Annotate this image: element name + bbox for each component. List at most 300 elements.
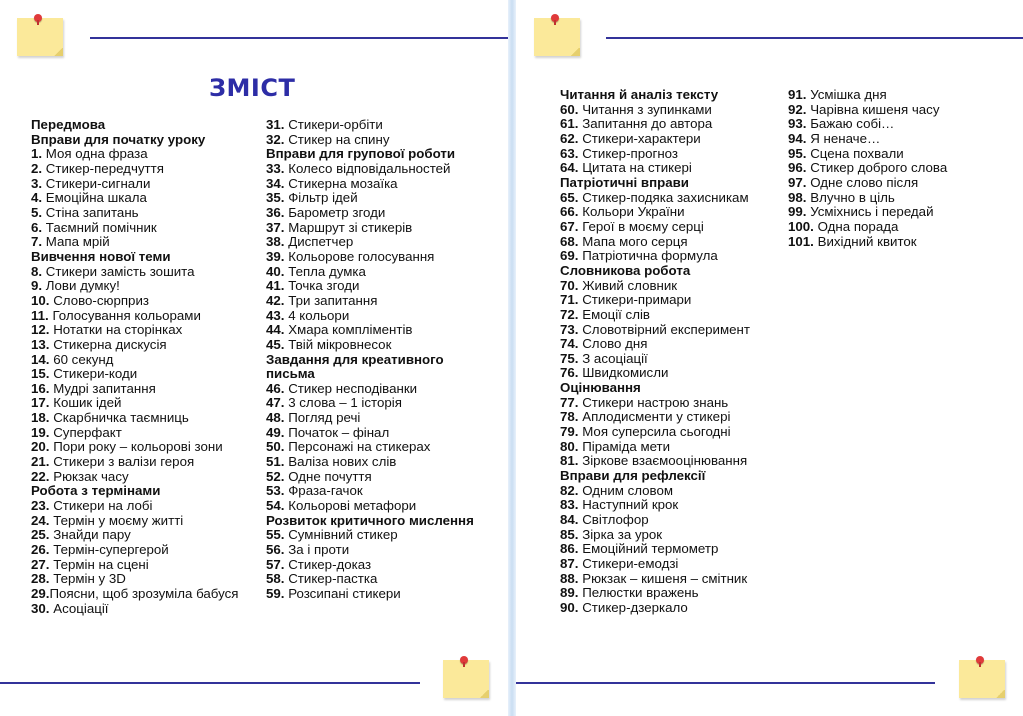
entry-number: 36. bbox=[266, 204, 285, 220]
entry-number: 48. bbox=[266, 410, 285, 426]
section-heading: Оцінювання bbox=[560, 380, 641, 396]
entry-number: 26. bbox=[31, 542, 50, 558]
entry-title: Мапа мрій bbox=[42, 234, 110, 250]
section-heading: Словникова робота bbox=[560, 262, 691, 278]
entry-title: З асоціації bbox=[578, 350, 648, 366]
entry-title: Стикери-емодзі bbox=[578, 556, 679, 571]
toc-column-4 bbox=[788, 88, 947, 249]
toc-entry bbox=[560, 323, 750, 338]
entry-number: 66. bbox=[560, 204, 579, 220]
entry-number: 90. bbox=[560, 599, 579, 615]
entry-number: 2. bbox=[31, 160, 43, 176]
entry-number: 28. bbox=[31, 571, 50, 587]
entry-title: Тепла думка bbox=[284, 263, 366, 279]
entry-number: 42. bbox=[266, 292, 285, 308]
toc-entry bbox=[788, 147, 947, 162]
toc-entry bbox=[266, 484, 474, 499]
entry-title: Таємний помічник bbox=[42, 219, 157, 235]
entry-title: Слово дня bbox=[578, 336, 648, 352]
entry-title: Пори року – кольорові зони bbox=[49, 439, 223, 455]
entry-number: 93. bbox=[788, 116, 807, 132]
entry-title: Поясни, щоб зрозуміла бабуся bbox=[49, 586, 239, 601]
entry-number: 63. bbox=[560, 145, 579, 161]
toc-entry bbox=[31, 309, 238, 324]
entry-title: Стикерна мозаїка bbox=[284, 175, 398, 191]
entry-number: 11. bbox=[31, 307, 49, 323]
entry-title: Кошик ідей bbox=[49, 395, 122, 411]
toc-entry bbox=[266, 118, 474, 133]
entry-number: 6. bbox=[31, 219, 43, 235]
entry-title: Термін-супергерой bbox=[49, 542, 169, 558]
toc-entry bbox=[560, 528, 750, 543]
toc-entry bbox=[560, 586, 750, 601]
toc-entry bbox=[266, 572, 474, 587]
entry-number: 101. bbox=[788, 233, 814, 249]
toc-entry bbox=[31, 587, 238, 602]
toc-entry bbox=[560, 366, 750, 381]
entry-title: Знайди пару bbox=[49, 527, 131, 543]
toc-entry bbox=[560, 337, 750, 352]
toc-entry bbox=[560, 601, 750, 616]
toc-entry bbox=[31, 411, 238, 426]
entry-number: 1. bbox=[31, 146, 43, 162]
toc-column-2 bbox=[266, 118, 474, 602]
entry-number: 96. bbox=[788, 160, 807, 176]
entry-title: Стикер-прогноз bbox=[578, 145, 679, 161]
toc-entry bbox=[788, 103, 947, 118]
entry-title: Колесо відповідальностей bbox=[284, 160, 451, 176]
toc-entry bbox=[266, 455, 474, 470]
entry-number: 64. bbox=[560, 160, 579, 176]
entry-number: 31. bbox=[266, 117, 285, 132]
entry-number: 99. bbox=[788, 204, 807, 220]
sticky-note-icon bbox=[534, 14, 580, 54]
entry-number: 55. bbox=[266, 527, 285, 543]
sticky-note-icon bbox=[17, 14, 63, 54]
entry-title: Фраза-гачок bbox=[284, 483, 363, 499]
entry-number: 98. bbox=[788, 189, 807, 205]
entry-title: Емоційна шкала bbox=[42, 190, 147, 206]
toc-entry bbox=[560, 513, 750, 528]
header-rule-right bbox=[606, 37, 1023, 39]
entry-title: Стикер-доказ bbox=[284, 556, 372, 572]
entry-number: 75. bbox=[560, 350, 579, 366]
entry-number: 4. bbox=[31, 190, 43, 206]
toc-column-3 bbox=[560, 88, 750, 616]
entry-title: Термін на сцені bbox=[49, 556, 149, 572]
entry-title: Початок – фінал bbox=[284, 424, 390, 440]
entry-number: 94. bbox=[788, 130, 807, 146]
entry-title: 3 слова – 1 історія bbox=[284, 395, 402, 411]
entry-number: 86. bbox=[560, 541, 579, 557]
entry-number: 89. bbox=[560, 585, 579, 601]
section-heading: Патріотичні вправи bbox=[560, 174, 689, 190]
entry-title: Герої в моєму серці bbox=[578, 218, 704, 234]
entry-title: Влучно в ціль bbox=[806, 189, 895, 205]
toc-entry bbox=[31, 353, 238, 368]
entry-title: Зірка за урок bbox=[578, 526, 663, 542]
toc-entry bbox=[560, 440, 750, 455]
entry-number: 76. bbox=[560, 365, 579, 381]
toc-entry bbox=[266, 279, 474, 294]
toc-column-1 bbox=[31, 118, 238, 616]
entry-title: Емоції слів bbox=[578, 306, 650, 322]
footer-rule-right bbox=[516, 682, 935, 684]
entry-title: Зіркове взаємооцінювання bbox=[578, 453, 748, 469]
pushpin-icon bbox=[976, 656, 984, 664]
entry-number: 80. bbox=[560, 438, 579, 454]
toc-entry bbox=[560, 279, 750, 294]
entry-title: Фільтр ідей bbox=[284, 190, 358, 206]
entry-number: 71. bbox=[560, 292, 579, 308]
entry-title: Лови думку! bbox=[42, 278, 120, 294]
entry-number: 46. bbox=[266, 380, 285, 396]
entry-title: Диспетчер bbox=[284, 234, 354, 250]
toc-entry bbox=[560, 542, 750, 557]
toc-entry bbox=[31, 162, 238, 177]
entry-title: Стикери-орбіти bbox=[284, 117, 383, 132]
toc-entry bbox=[560, 249, 750, 264]
entry-title: Кольорові метафори bbox=[284, 498, 417, 514]
entry-title: Стикери настрою знань bbox=[578, 394, 729, 410]
entry-title: Стикери-коди bbox=[49, 366, 138, 382]
entry-title: Кольори України bbox=[578, 204, 685, 220]
toc-entry bbox=[266, 382, 474, 397]
toc-entry bbox=[266, 470, 474, 485]
toc-entry bbox=[560, 220, 750, 235]
entry-title: Слово-сюрприз bbox=[49, 292, 149, 308]
toc-entry bbox=[266, 411, 474, 426]
toc-entry bbox=[560, 191, 750, 206]
toc-entry bbox=[788, 191, 947, 206]
entry-title: Я неначе… bbox=[806, 130, 881, 146]
entry-title: Патріотична формула bbox=[578, 248, 718, 264]
toc-entry bbox=[31, 235, 238, 250]
entry-title: 60 секунд bbox=[49, 351, 114, 367]
toc-entry bbox=[560, 352, 750, 367]
section-heading: Робота з термінами bbox=[31, 483, 161, 499]
toc-entry bbox=[560, 235, 750, 250]
section-heading: Передмова bbox=[31, 117, 106, 132]
entry-title: Мудрі запитання bbox=[49, 380, 156, 396]
entry-title: Стикер на спину bbox=[284, 131, 390, 147]
entry-title: Одне почуття bbox=[284, 468, 372, 484]
entry-title: Сумнівний стикер bbox=[284, 527, 398, 543]
entry-title: Голосування кольорами bbox=[48, 307, 201, 323]
page-gutter bbox=[508, 0, 516, 716]
toc-entry bbox=[788, 205, 947, 220]
toc-entry bbox=[788, 132, 947, 147]
entry-number: 47. bbox=[266, 395, 285, 411]
entry-number: 13. bbox=[31, 336, 50, 352]
entry-number: 91. bbox=[788, 87, 807, 102]
entry-title: Асоціації bbox=[49, 600, 109, 616]
entry-number: 23. bbox=[31, 498, 50, 514]
toc-entry bbox=[31, 382, 238, 397]
entry-title: Усміхнись і передай bbox=[806, 204, 934, 220]
entry-number: 8. bbox=[31, 263, 43, 279]
entry-title: Аплодисменти у стикері bbox=[578, 409, 731, 425]
entry-title: Стикери замість зошита bbox=[42, 263, 195, 279]
toc-entry bbox=[31, 543, 238, 558]
toc-entry bbox=[788, 117, 947, 132]
entry-number: 72. bbox=[560, 306, 579, 322]
toc-entry bbox=[31, 367, 238, 382]
toc-entry bbox=[266, 294, 474, 309]
toc-entry bbox=[31, 265, 238, 280]
toc-entry bbox=[31, 528, 238, 543]
toc-entry bbox=[266, 499, 474, 514]
entry-title: Моя суперсила сьогодні bbox=[578, 424, 731, 440]
entry-title: Одна порада bbox=[813, 218, 899, 234]
entry-number: 65. bbox=[560, 189, 579, 205]
entry-number: 39. bbox=[266, 248, 285, 264]
pushpin-icon bbox=[551, 14, 559, 22]
toc-entry bbox=[266, 543, 474, 558]
toc-entry bbox=[560, 454, 750, 469]
entry-number: 100. bbox=[788, 218, 814, 234]
toc-entry bbox=[31, 558, 238, 573]
entry-number: 7. bbox=[31, 234, 43, 250]
toc-entry bbox=[560, 205, 750, 220]
entry-title: Три запитання bbox=[284, 292, 378, 308]
toc-entry bbox=[266, 426, 474, 441]
section-heading: Читання й аналіз тексту bbox=[560, 87, 719, 102]
toc-entry bbox=[266, 191, 474, 206]
sticky-note-icon bbox=[443, 656, 489, 696]
entry-number: 24. bbox=[31, 512, 50, 528]
entry-title: Скарбничка таємниць bbox=[49, 410, 189, 426]
toc-entry bbox=[266, 250, 474, 265]
entry-title: Запитання до автора bbox=[578, 116, 713, 132]
toc-entry bbox=[788, 220, 947, 235]
entry-title: Хмара компліментів bbox=[284, 322, 413, 338]
entry-number: 81. bbox=[560, 453, 579, 469]
toc-entry bbox=[266, 265, 474, 280]
toc-entry bbox=[266, 323, 474, 338]
entry-number: 12. bbox=[31, 322, 50, 338]
toc-entry bbox=[31, 499, 238, 514]
toc-entry bbox=[560, 484, 750, 499]
entry-number: 3. bbox=[31, 175, 43, 191]
toc-entry bbox=[560, 498, 750, 513]
entry-number: 49. bbox=[266, 424, 285, 440]
toc-entry bbox=[31, 572, 238, 587]
toc-entry bbox=[788, 235, 947, 250]
entry-number: 68. bbox=[560, 233, 579, 249]
entry-title: Нотатки на сторінках bbox=[49, 322, 183, 338]
toc-entry bbox=[31, 440, 238, 455]
toc-entry bbox=[31, 294, 238, 309]
entry-number: 16. bbox=[31, 380, 50, 396]
entry-number: 53. bbox=[266, 483, 285, 499]
pushpin-icon bbox=[34, 14, 42, 22]
entry-title: Усмішка дня bbox=[806, 87, 887, 102]
toc-entry bbox=[266, 309, 474, 324]
page-title: ЗМІСТ bbox=[209, 74, 296, 102]
toc-entry bbox=[560, 293, 750, 308]
entry-title: Стикер-подяка захисникам bbox=[578, 189, 749, 205]
section-heading: Завдання для креативного bbox=[266, 351, 444, 367]
entry-number: 44. bbox=[266, 322, 285, 338]
toc-entry bbox=[31, 147, 238, 162]
entry-number: 61. bbox=[560, 116, 579, 132]
entry-title: Маршрут зі стикерів bbox=[284, 219, 413, 235]
entry-number: 92. bbox=[788, 101, 807, 117]
entry-title: Твій мікровнесок bbox=[284, 336, 392, 352]
entry-title: Одним словом bbox=[578, 482, 674, 498]
entry-title: Моя одна фраза bbox=[42, 146, 148, 162]
toc-entry bbox=[266, 440, 474, 455]
toc-entry bbox=[31, 191, 238, 206]
sticky-note-icon bbox=[959, 656, 1005, 696]
entry-title: Валіза нових слів bbox=[284, 454, 397, 470]
entry-title: Бажаю собі… bbox=[806, 116, 895, 132]
toc-entry bbox=[788, 161, 947, 176]
toc-entry bbox=[266, 558, 474, 573]
entry-title: 4 кольори bbox=[284, 307, 350, 323]
toc-entry bbox=[266, 221, 474, 236]
entry-number: 85. bbox=[560, 526, 579, 542]
toc-entry bbox=[31, 396, 238, 411]
entry-title: Стикери з валізи героя bbox=[49, 454, 195, 470]
toc-entry bbox=[31, 602, 238, 617]
toc-entry bbox=[266, 338, 474, 353]
entry-number: 40. bbox=[266, 263, 285, 279]
toc-entry bbox=[266, 528, 474, 543]
toc-entry bbox=[560, 161, 750, 176]
entry-number: 18. bbox=[31, 410, 50, 426]
entry-title: Рюкзак часу bbox=[49, 468, 129, 484]
entry-title: Суперфакт bbox=[49, 424, 122, 440]
entry-number: 56. bbox=[266, 542, 285, 558]
entry-number: 84. bbox=[560, 512, 579, 528]
entry-number: 60. bbox=[560, 101, 579, 117]
footer-rule-left bbox=[0, 682, 420, 684]
entry-number: 82. bbox=[560, 482, 579, 498]
toc-entry bbox=[560, 147, 750, 162]
entry-title: Точка згоди bbox=[284, 278, 360, 294]
section-heading: Вивчення нової теми bbox=[31, 248, 171, 264]
toc-entry bbox=[31, 206, 238, 221]
entry-number: 57. bbox=[266, 556, 285, 572]
entry-title: Погляд речі bbox=[284, 410, 361, 426]
toc-entry bbox=[560, 557, 750, 572]
entry-number: 20. bbox=[31, 439, 50, 455]
toc-entry bbox=[31, 426, 238, 441]
toc-entry bbox=[31, 514, 238, 529]
section-heading: Розвиток критичного мислення bbox=[266, 512, 474, 528]
toc-entry bbox=[560, 132, 750, 147]
entry-number: 30. bbox=[31, 600, 50, 616]
entry-number: 59. bbox=[266, 586, 285, 601]
entry-number: 10. bbox=[31, 292, 50, 308]
section-heading: Вправи для групової роботи bbox=[266, 146, 456, 162]
entry-number: 87. bbox=[560, 556, 579, 571]
entry-number: 77. bbox=[560, 394, 579, 410]
entry-number: 73. bbox=[560, 321, 579, 337]
toc-entry bbox=[266, 133, 474, 148]
toc-entry bbox=[266, 235, 474, 250]
entry-number: 15. bbox=[31, 366, 50, 382]
entry-number: 29. bbox=[31, 586, 50, 601]
entry-title: Стикери-характери bbox=[578, 130, 701, 146]
entry-number: 83. bbox=[560, 497, 579, 513]
pushpin-icon bbox=[460, 656, 468, 664]
entry-title: Стикерна дискусія bbox=[49, 336, 167, 352]
entry-title: Чарівна кишеня часу bbox=[806, 101, 940, 117]
entry-number: 67. bbox=[560, 218, 579, 234]
entry-number: 97. bbox=[788, 174, 807, 190]
entry-number: 79. bbox=[560, 424, 579, 440]
entry-number: 78. bbox=[560, 409, 579, 425]
toc-entry bbox=[266, 206, 474, 221]
entry-number: 50. bbox=[266, 439, 285, 455]
entry-number: 70. bbox=[560, 277, 579, 293]
entry-title: Пелюстки вражень bbox=[578, 585, 699, 601]
toc-entry bbox=[31, 470, 238, 485]
entry-title: Термін у 3D bbox=[49, 571, 126, 587]
toc-entry bbox=[31, 338, 238, 353]
entry-title: Одне слово після bbox=[806, 174, 919, 190]
toc-entry bbox=[266, 162, 474, 177]
entry-title: Термін у моєму житті bbox=[49, 512, 184, 528]
entry-title: Вихідний квиток bbox=[813, 233, 917, 249]
entry-title: Цитата на стикері bbox=[578, 160, 692, 176]
entry-title: Кольорове голосування bbox=[284, 248, 435, 264]
entry-title: Стикер-передчуття bbox=[42, 160, 164, 176]
entry-title: Стикери-сигнали bbox=[42, 175, 151, 191]
toc-entry bbox=[31, 279, 238, 294]
entry-title: Мапа мого серця bbox=[578, 233, 688, 249]
entry-title: Стикер-пастка bbox=[284, 571, 378, 587]
toc-entry bbox=[788, 88, 947, 103]
entry-title: Світлофор bbox=[578, 512, 649, 528]
entry-number: 32. bbox=[266, 131, 285, 147]
toc-entry bbox=[560, 117, 750, 132]
entry-title: Стикери на лобі bbox=[49, 498, 153, 514]
header-rule-left bbox=[90, 37, 508, 39]
entry-number: 37. bbox=[266, 219, 285, 235]
entry-number: 52. bbox=[266, 468, 285, 484]
toc-entry bbox=[560, 425, 750, 440]
toc-entry bbox=[560, 410, 750, 425]
entry-title: Словотвірний експеримент bbox=[578, 321, 750, 337]
entry-title: За і проти bbox=[284, 542, 350, 558]
entry-number: 54. bbox=[266, 498, 285, 514]
toc-entry bbox=[560, 572, 750, 587]
entry-number: 14. bbox=[31, 351, 50, 367]
toc-entry bbox=[31, 221, 238, 236]
entry-number: 5. bbox=[31, 204, 43, 220]
entry-number: 41. bbox=[266, 278, 285, 294]
entry-title: Рюкзак – кишеня – смітник bbox=[578, 570, 748, 586]
section-heading: письма bbox=[266, 366, 315, 382]
entry-title: Наступний крок bbox=[578, 497, 679, 513]
toc-entry bbox=[560, 308, 750, 323]
entry-title: Сцена похвали bbox=[806, 145, 904, 161]
toc-entry bbox=[266, 587, 474, 602]
toc-entry bbox=[560, 103, 750, 118]
entry-title: Піраміда мети bbox=[578, 438, 671, 454]
entry-number: 17. bbox=[31, 395, 50, 411]
entry-number: 62. bbox=[560, 130, 579, 146]
section-heading: Вправи для початку уроку bbox=[31, 131, 206, 147]
section-heading: Вправи для рефлексії bbox=[560, 468, 706, 484]
toc-entry bbox=[31, 323, 238, 338]
entry-title: Швидкомисли bbox=[578, 365, 669, 381]
entry-number: 43. bbox=[266, 307, 285, 323]
